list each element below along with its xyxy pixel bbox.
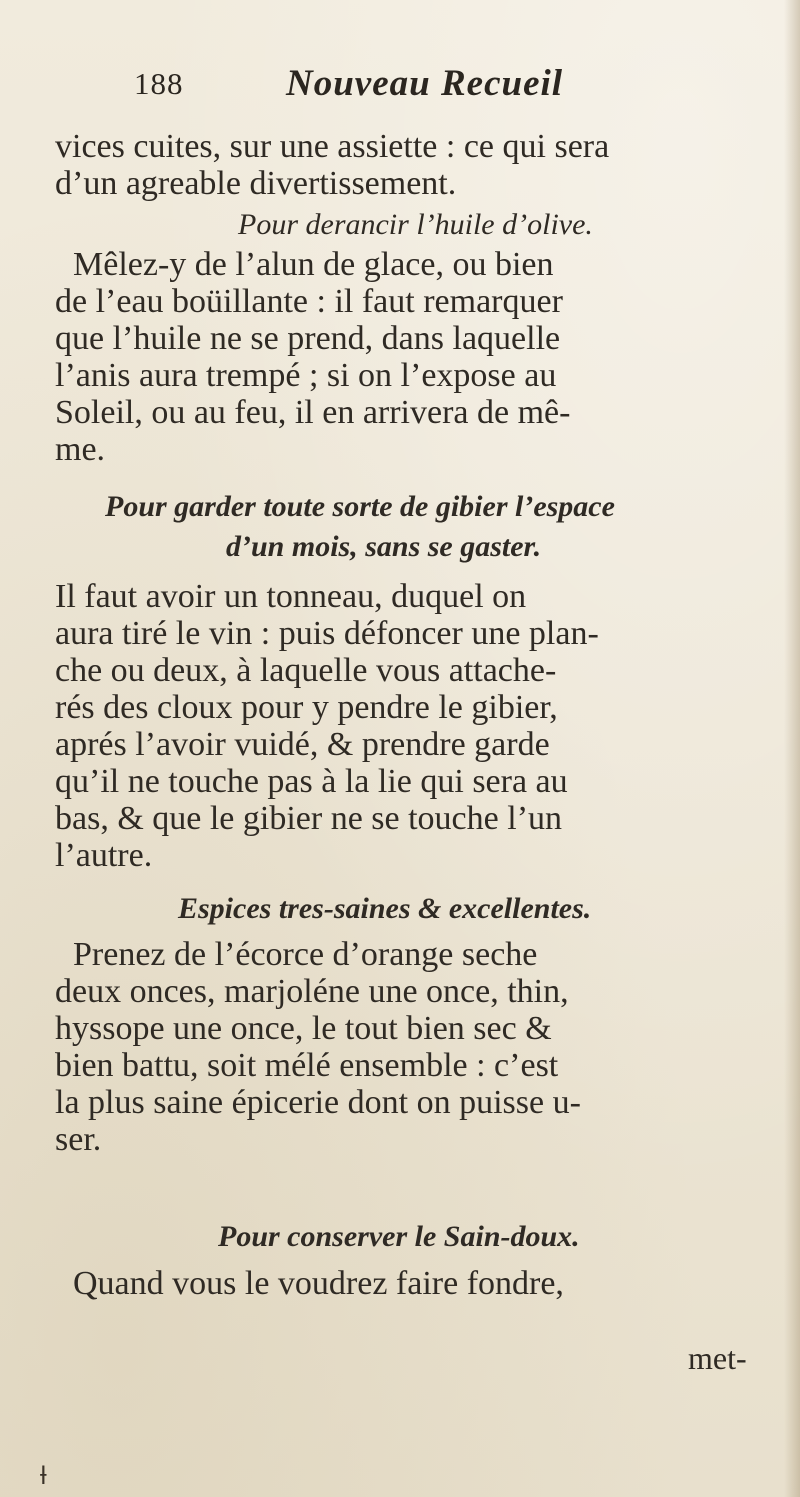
marginal-mark: ƚ: [40, 1462, 47, 1490]
text-line: Il faut avoir un tonneau, duquel on: [55, 578, 527, 615]
section-body-espices: [55, 936, 775, 1158]
text-line: vices cuites, sur une assiette : ce qui sera: [55, 128, 610, 165]
section-body-gibier: [55, 578, 775, 874]
text-line: hyssope une once, le tout bien sec &: [55, 1010, 552, 1047]
text-line: bas, & que le gibier ne se touche l’un: [55, 800, 563, 837]
text-line: d’un agreable divertissement.: [55, 165, 457, 202]
intro-paragraph: [55, 128, 775, 202]
text-line: aprés l’avoir vuidé, & prendre garde: [55, 726, 550, 763]
text-line: Prenez de l’écorce d’orange seche: [73, 936, 538, 973]
text-line: che ou deux, à laquelle vous attache-: [55, 652, 557, 689]
running-header: [134, 58, 634, 118]
section-heading-gibier-cont: d’un mois, sans se gaster.: [226, 530, 542, 563]
text-line: ser.: [55, 1121, 102, 1158]
text-line: Soleil, ou au feu, il en arrivera de mê-: [55, 394, 571, 431]
section-body-sain-doux: [55, 1265, 775, 1302]
text-line: Mêlez-y de l’alun de glace, ou bien: [73, 246, 554, 283]
text-line: aura tiré le vin : puis défoncer une plan-: [55, 615, 599, 652]
section-heading-espices: Espices tres-saines & excellentes.: [178, 892, 592, 925]
text-line: deux onces, marjoléne une once, thin,: [55, 973, 569, 1010]
page-number: 188: [134, 66, 184, 101]
text-line: me.: [55, 431, 106, 468]
section-heading-sain-doux: Pour conserver le Sain-doux.: [218, 1220, 580, 1253]
text-line: Quand vous le voudrez faire fondre,: [73, 1265, 564, 1302]
section-heading-huile: Pour derancir l’huile d’olive.: [238, 208, 593, 241]
text-line: bien battu, soit mélé ensemble : c’est: [55, 1047, 559, 1084]
text-line: de l’eau boüillante : il faut remarquer: [55, 283, 563, 320]
section-body-huile: [55, 246, 775, 468]
text-line: l’anis aura trempé ; si on l’expose au: [55, 357, 557, 394]
text-line: la plus saine épicerie dont on puisse u-: [55, 1084, 581, 1121]
text-line: que l’huile ne se prend, dans laquelle: [55, 320, 561, 357]
running-title: Nouveau Recueil: [286, 63, 564, 104]
text-line: rés des cloux pour y pendre le gibier,: [55, 689, 558, 726]
catchword: met-: [688, 1340, 747, 1376]
text-line: l’autre.: [55, 837, 153, 874]
text-line: qu’il ne touche pas à la lie qui sera au: [55, 763, 568, 800]
page-edge-shadow: [784, 0, 800, 1497]
section-heading-gibier: Pour garder toute sorte de gibier l’espace: [105, 490, 615, 523]
